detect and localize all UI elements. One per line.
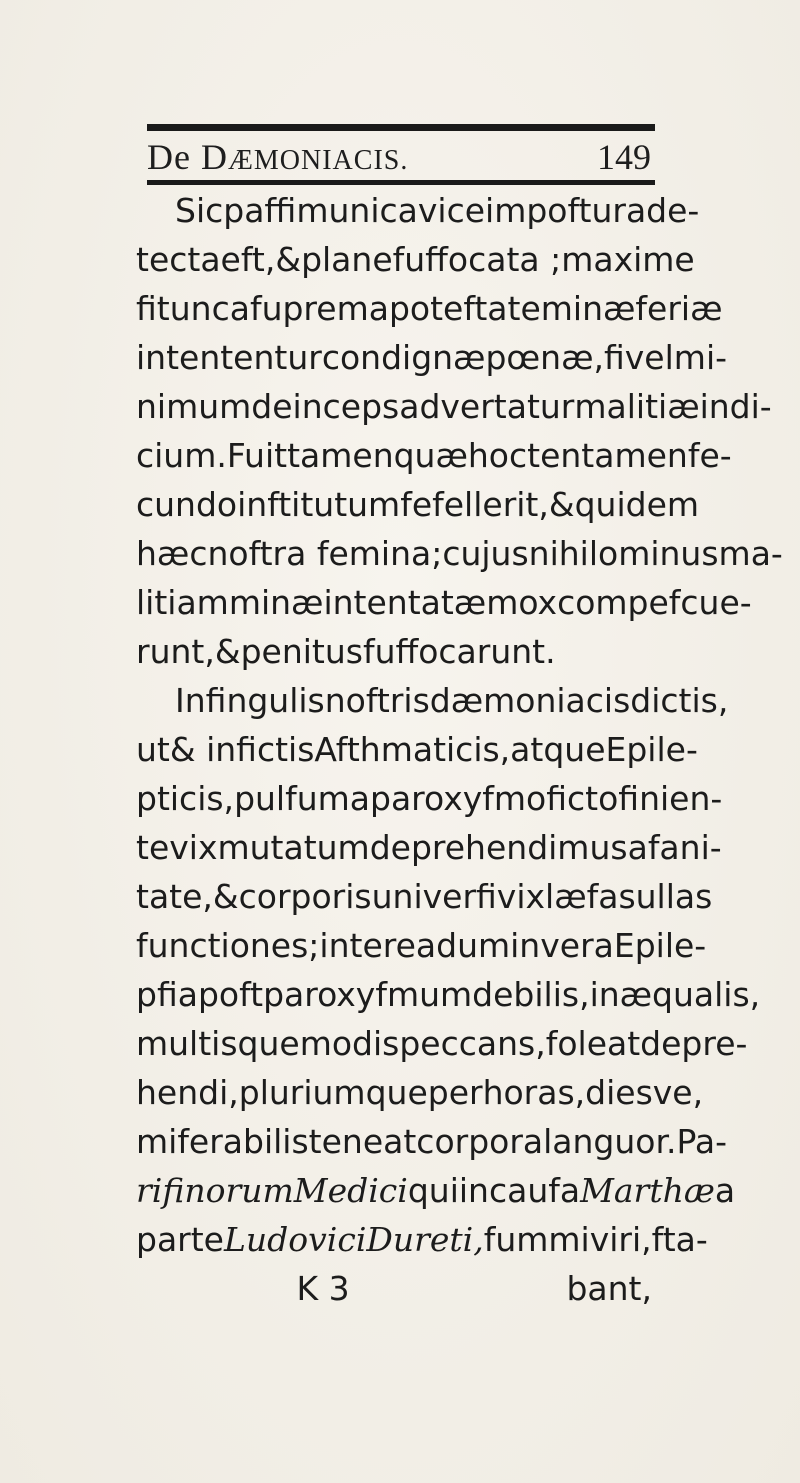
word: ullas <box>635 877 713 916</box>
word: deprehendimus <box>369 828 628 867</box>
word: vix <box>496 877 546 916</box>
word: Pa- <box>676 1122 728 1161</box>
catchword: bant, <box>566 1269 652 1308</box>
word: mi- <box>673 338 728 377</box>
word: quæ <box>393 436 468 475</box>
word: vix <box>169 828 218 867</box>
word: tecta <box>136 240 221 279</box>
word: fuprema <box>249 289 389 328</box>
word: de- <box>646 191 700 230</box>
word: feriæ <box>635 289 723 328</box>
word: pœnæ, <box>485 338 604 377</box>
word: advertatur <box>399 387 575 426</box>
word: miferabilis <box>136 1122 309 1161</box>
text-line <box>136 431 732 480</box>
word: compefcue- <box>557 583 752 622</box>
word: fuffocata ; <box>392 240 562 279</box>
word: fuffocarunt. <box>362 632 556 671</box>
text-line <box>136 284 723 333</box>
word: multisque <box>136 1024 300 1063</box>
word: & <box>548 485 575 524</box>
word: a <box>349 779 371 818</box>
header-rule-bottom <box>147 180 655 185</box>
word: & in <box>169 730 237 769</box>
word: poft <box>197 975 264 1014</box>
word: ut <box>136 730 170 769</box>
word: malitiæ <box>574 387 700 426</box>
word: minæ <box>228 583 324 622</box>
word: a <box>714 1171 736 1210</box>
text-line <box>136 774 723 823</box>
word: rifinorum <box>136 1171 294 1210</box>
word: tunc <box>156 289 230 328</box>
word: paroxyfmo <box>370 779 547 818</box>
word: & <box>275 240 302 279</box>
text-line <box>136 578 752 627</box>
word: inftitutum <box>237 485 401 524</box>
word: Fuit <box>226 436 288 475</box>
word: depre- <box>640 1024 748 1063</box>
word: Ludovici <box>223 1220 367 1259</box>
word: in <box>458 1171 489 1210</box>
text-line <box>136 1166 736 1215</box>
text-line <box>136 970 761 1019</box>
word: vel <box>624 338 674 377</box>
word: pulfum <box>234 779 350 818</box>
word: hoc <box>467 436 528 475</box>
word: ma- <box>718 534 783 573</box>
word: minæ <box>540 289 636 328</box>
text-line <box>136 1117 728 1166</box>
word: vice <box>417 191 486 230</box>
word: hæc <box>136 534 208 573</box>
word: tentamen <box>527 436 688 475</box>
word: mutatum <box>217 828 370 867</box>
word: finien- <box>618 779 723 818</box>
word: per <box>427 1073 483 1112</box>
word: poteftate <box>388 289 541 328</box>
word: fummi <box>483 1220 590 1259</box>
text-line <box>136 627 656 676</box>
word: Epile- <box>605 730 698 769</box>
word: ficto <box>546 779 619 818</box>
word: in <box>510 926 541 965</box>
word: & <box>212 877 239 916</box>
word: eft, <box>220 240 276 279</box>
word: corporis <box>238 877 372 916</box>
word: a <box>229 289 250 328</box>
word: fi <box>603 338 625 377</box>
word: deinceps <box>251 387 400 426</box>
word: fi <box>136 289 157 328</box>
word: maxime <box>561 240 695 279</box>
word: fani- <box>647 828 722 867</box>
word: fictis <box>236 730 315 769</box>
word: læfas <box>545 877 636 916</box>
running-title-smallcaps: ÆMONIACIS. <box>227 145 409 176</box>
text-line <box>136 333 728 382</box>
word: fefellerit, <box>400 485 549 524</box>
word: foleat <box>545 1024 641 1063</box>
word: pticis, <box>136 779 235 818</box>
word: languor. <box>543 1122 677 1161</box>
text-line <box>136 823 722 872</box>
word: condignæ <box>321 338 486 377</box>
text-line <box>136 480 700 529</box>
text-line <box>136 186 700 235</box>
signature-mark: K 3 <box>296 1269 350 1308</box>
word: diesve, <box>585 1073 704 1112</box>
word: a <box>627 828 648 867</box>
word: univerfi <box>371 877 497 916</box>
catchline <box>136 1264 656 1313</box>
word: plane <box>301 240 393 279</box>
running-title-prefix: De D <box>147 137 228 177</box>
word: qui <box>407 1171 459 1210</box>
word: noftris <box>324 681 430 720</box>
word: horas, <box>482 1073 586 1112</box>
text-line <box>136 676 729 725</box>
word: pfia <box>136 975 198 1014</box>
text-line <box>136 382 772 431</box>
word: fe- <box>687 436 732 475</box>
word: paroxyfmum <box>263 975 473 1014</box>
word: fingulis <box>205 681 325 720</box>
running-header <box>147 132 655 180</box>
word: caufa <box>488 1171 581 1210</box>
word: penitus <box>240 632 363 671</box>
word: inæqualis, <box>589 975 761 1014</box>
word: vera <box>540 926 614 965</box>
text-line <box>136 1215 708 1264</box>
word: nihilominus <box>528 534 719 573</box>
word: cujus <box>442 534 529 573</box>
word: Sic <box>175 191 224 230</box>
word: runt, <box>136 632 215 671</box>
word: In <box>175 681 206 720</box>
word: indi- <box>699 387 772 426</box>
word: teneat <box>308 1122 417 1161</box>
text-line <box>136 529 783 578</box>
word: dictis, <box>630 681 729 720</box>
word: Medici <box>293 1171 408 1210</box>
text-line <box>136 1019 748 1068</box>
word: Marthæ <box>580 1171 715 1210</box>
body-text <box>136 186 783 1313</box>
word: debilis, <box>472 975 590 1014</box>
word: te <box>136 828 170 867</box>
word: noftra femina; <box>207 534 443 573</box>
word: pluriumque <box>238 1073 428 1112</box>
word: quidem <box>574 485 700 524</box>
word: tate, <box>136 877 213 916</box>
word: parte <box>136 1220 224 1259</box>
word: nimum <box>136 387 252 426</box>
text-line <box>136 921 707 970</box>
text-line <box>136 235 695 284</box>
header-rule-top <box>147 124 655 131</box>
word: intentatæ <box>323 583 487 622</box>
word: tamen <box>287 436 394 475</box>
word: functiones; <box>136 926 320 965</box>
word: cium. <box>136 436 227 475</box>
word: Epile- <box>613 926 707 965</box>
page-number: 149 <box>597 137 651 177</box>
word: & <box>214 632 241 671</box>
word: Afthmaticis, <box>314 730 511 769</box>
word: corpora <box>416 1122 544 1161</box>
word: viri, <box>589 1220 652 1259</box>
word: peccans, <box>399 1024 546 1063</box>
word: impoftura <box>485 191 647 230</box>
running-title <box>147 136 408 178</box>
word: intententur <box>136 338 322 377</box>
word: paffim <box>223 191 329 230</box>
word: unica <box>328 191 418 230</box>
word: modis <box>299 1024 400 1063</box>
word: Dureti, <box>366 1220 484 1259</box>
word: atque <box>510 730 606 769</box>
word: dum <box>436 926 511 965</box>
word: cundo <box>136 485 238 524</box>
word: mox <box>486 583 558 622</box>
word: litiam <box>136 583 229 622</box>
text-line <box>136 872 713 921</box>
word: interea <box>319 926 437 965</box>
word: fta- <box>651 1220 708 1259</box>
text-line <box>136 1068 704 1117</box>
word: hendi, <box>136 1073 239 1112</box>
word: dæmoniacis <box>429 681 631 720</box>
text-line <box>136 725 698 774</box>
